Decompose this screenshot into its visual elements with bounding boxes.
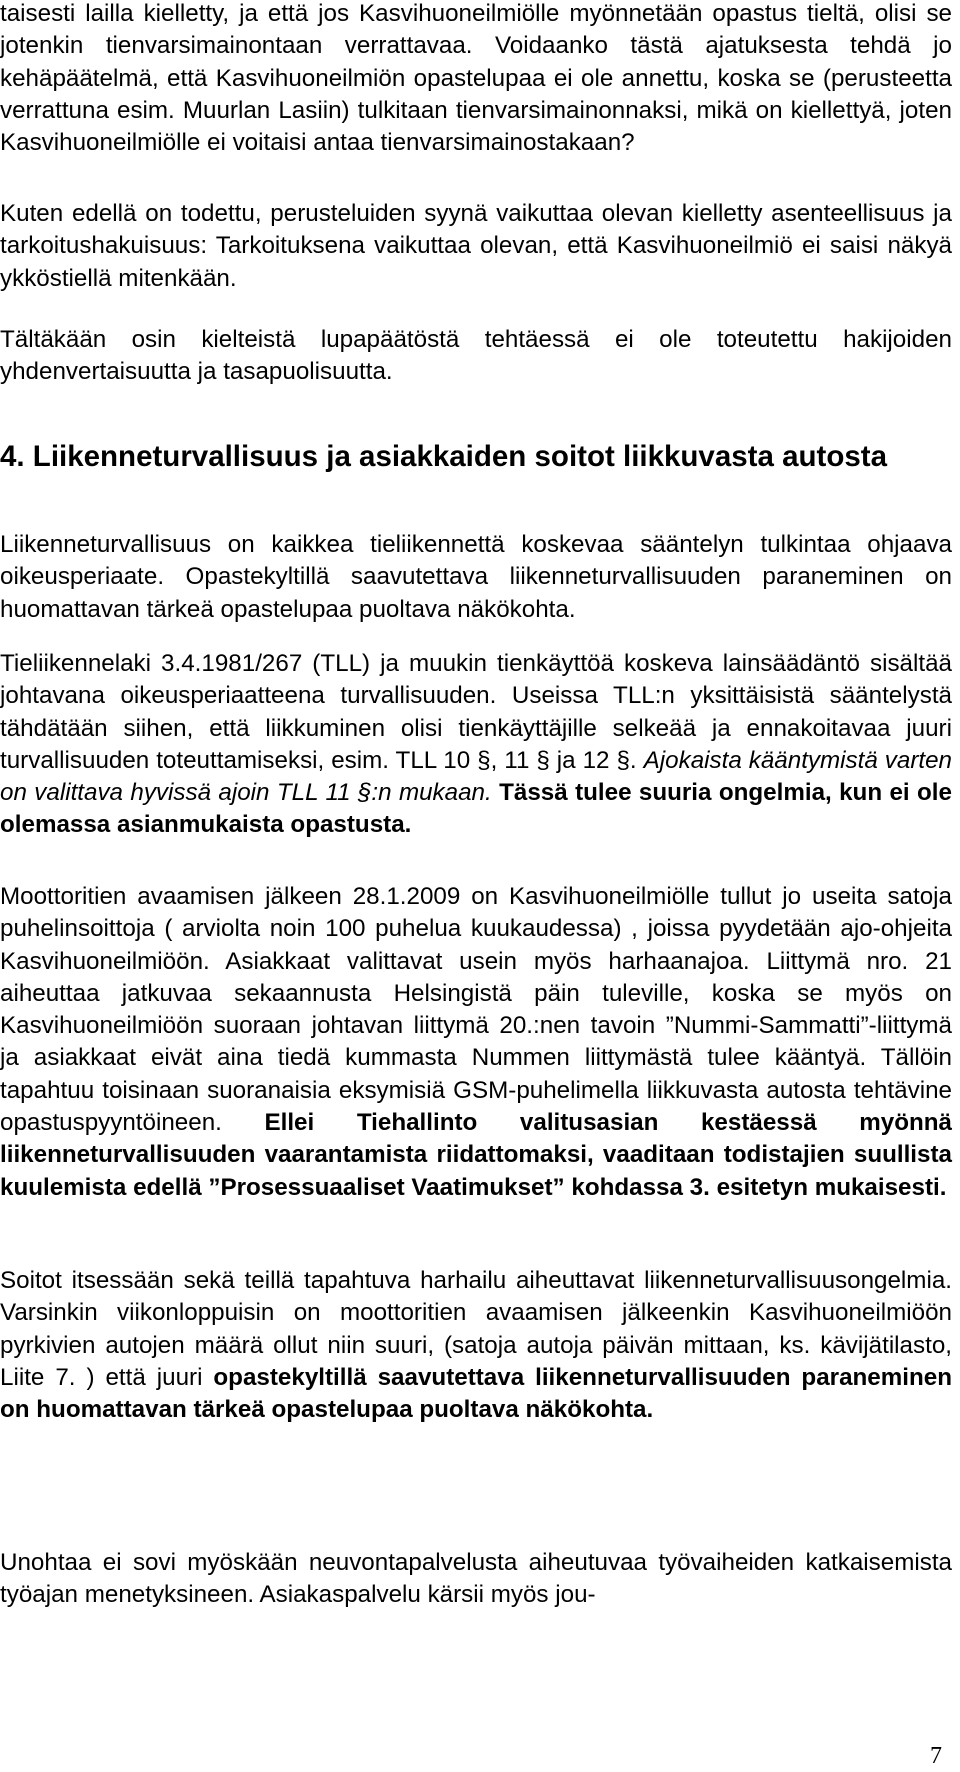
bold-text: Ellei Tiehallinto valitusasian kestäessä myönnä liikenneturvallisuuden vaarantamista riidattomaksi, vaaditaan todistajien suullista kuulemista edellä ”Prosessuaaliset Vaatimukset” kohdassa 3. esitetyn mukaisesti. <box>0 1109 952 1201</box>
page-number: 7 <box>930 1743 942 1769</box>
paragraph-5: Tieliikennelaki 3.4.1981/267 (TLL) ja muukin tienkäyttöä koskeva lainsäädäntö sisältää johtavana oikeusperiaatteena turvallisuuden. Useissa TLL:n yksittäisistä sääntelystä tähdätään siihen, että liikkuminen olisi tienkäyttäjille selkeää ja ennakoitavaa juuri turvallisuuden toteuttamiseksi, esim. TLL 10 §, 11 § ja 12 §. Ajokaista kääntymistä varten on valittava hyvissä ajoin TLL 11 §:n mukaan. Tässä tulee suuria ongelmia, kun ei ole olemassa asianmukaista opastusta. <box>0 650 952 839</box>
paragraph-6: Moottoritien avaamisen jälkeen 28.1.2009 on Kasvihuoneilmiölle tullut jo useita satoja puhelinsoittoja ( arviolta noin 100 puhelua kuukaudessa) , joissa pyydetään ajo-ohjeita Kasvihuoneilmiöön. Asiakkaat valittavat usein myös harhaanajoa. Liittymä nro. 21 aiheuttaa jatkuvaa sekaannusta Helsingistä päin tuleville, koska se myös on Kasvihuoneilmiöön suoraan johtavan liittymä 20.:nen tavoin ”Nummi-Sammatti”-liittymä ja asiakkaat eivät aina tiedä kummasta Nummen liittymästä tulee kääntyä. Tällöin tapahtuu toisinaan suoranaisia eksymisiä GSM-puhelimella liikkuvasta autosta tehtävine opastuspyyntöineen. Ellei Tiehallinto valitusasian kestäessä myönnä liikenneturvallisuuden vaarantamista riidattomaksi, vaaditaan todistajien suullista kuulemista edellä ”Prosessuaaliset Vaatimukset” kohdassa 3. esitetyn mukaisesti. <box>0 883 952 1201</box>
paragraph-8: Unohtaa ei sovi myöskään neuvontapalvelusta aiheutuvaa työvaiheiden katkaisemista työajan menetyksineen. Asiakaspalvelu kärsii myös jou- <box>0 1549 952 1609</box>
bold-text: opastekyltillä saavutettava liikenneturvallisuuden paraneminen on huomattavan tärkeä opastelupaa puoltava näkökohta. <box>0 1363 952 1424</box>
paragraph-4: Liikenneturvallisuus on kaikkea tieliikennettä koskevaa sääntelyn tulkintaa ohjaava oikeusperiaate. Opastekyltillä saavutettava liikenneturvallisuuden paraneminen on huomattavan tärkeä opastelupaa puoltava näkökohta. <box>0 531 952 623</box>
paragraph-3: Tältäkään osin kielteistä lupapäätöstä tehtäessä ei ole toteutettu hakijoiden yhdenvertaisuutta ja tasapuolisuutta. <box>0 326 952 386</box>
bold-text: Tässä tulee suuria ongelmia, kun ei ole olemassa asianmukaista opastusta. <box>0 779 952 839</box>
paragraph-2: Kuten edellä on todettu, perusteluiden syynä vaikuttaa olevan kielletty asenteellisuus ja tarkoitushakuisuus: Tarkoituksena vaikuttaa olevan, että Kasvihuoneilmiö ei saisi näkyä ykköstiellä mitenkään. <box>0 200 952 292</box>
section-heading: 4. Liikenneturvallisuus ja asiakkaiden soitot liikkuvasta autosta <box>0 440 887 473</box>
italic-text: Ajokaista kääntymistä varten on valittava hyvissä ajoin TLL 11 §:n mukaan. <box>0 746 952 807</box>
paragraph-1: taisesti lailla kielletty, ja että jos Kasvihuoneilmiölle myönnetään opastus tieltä, olisi se jotenkin tienvarsimainontaan verrattavaa. Voidaanko tästä ajatuksesta tehdä jo kehäpäätelmä, että Kasvihuoneilmiön opastelupaa ei ole annettu, koska se (perusteetta verrattuna esim. Muurlan Lasiin) tulkitaan tienvarsimainonnaksi, mikä on kiellettyä, joten Kasvihuoneilmiölle ei voitaisi antaa tienvarsimainostakaan? <box>0 0 952 157</box>
paragraph-7: Soitot itsessään sekä teillä tapahtuva harhailu aiheuttavat liikenneturvallisuusongelmia. Varsinkin viikonloppuisin on moottoritien avaamisen jälkeenkin Kasvihuoneilmiöön pyrkivien autojen määrä ollut niin suuri, (satoja autoja päivän mittaan, ks. kävijätilasto, Liite 7. ) että juuri opastekyltillä saavutettava liikenneturvallisuuden paraneminen on huomattavan tärkeä opastelupaa puoltava näkökohta. <box>0 1267 952 1424</box>
